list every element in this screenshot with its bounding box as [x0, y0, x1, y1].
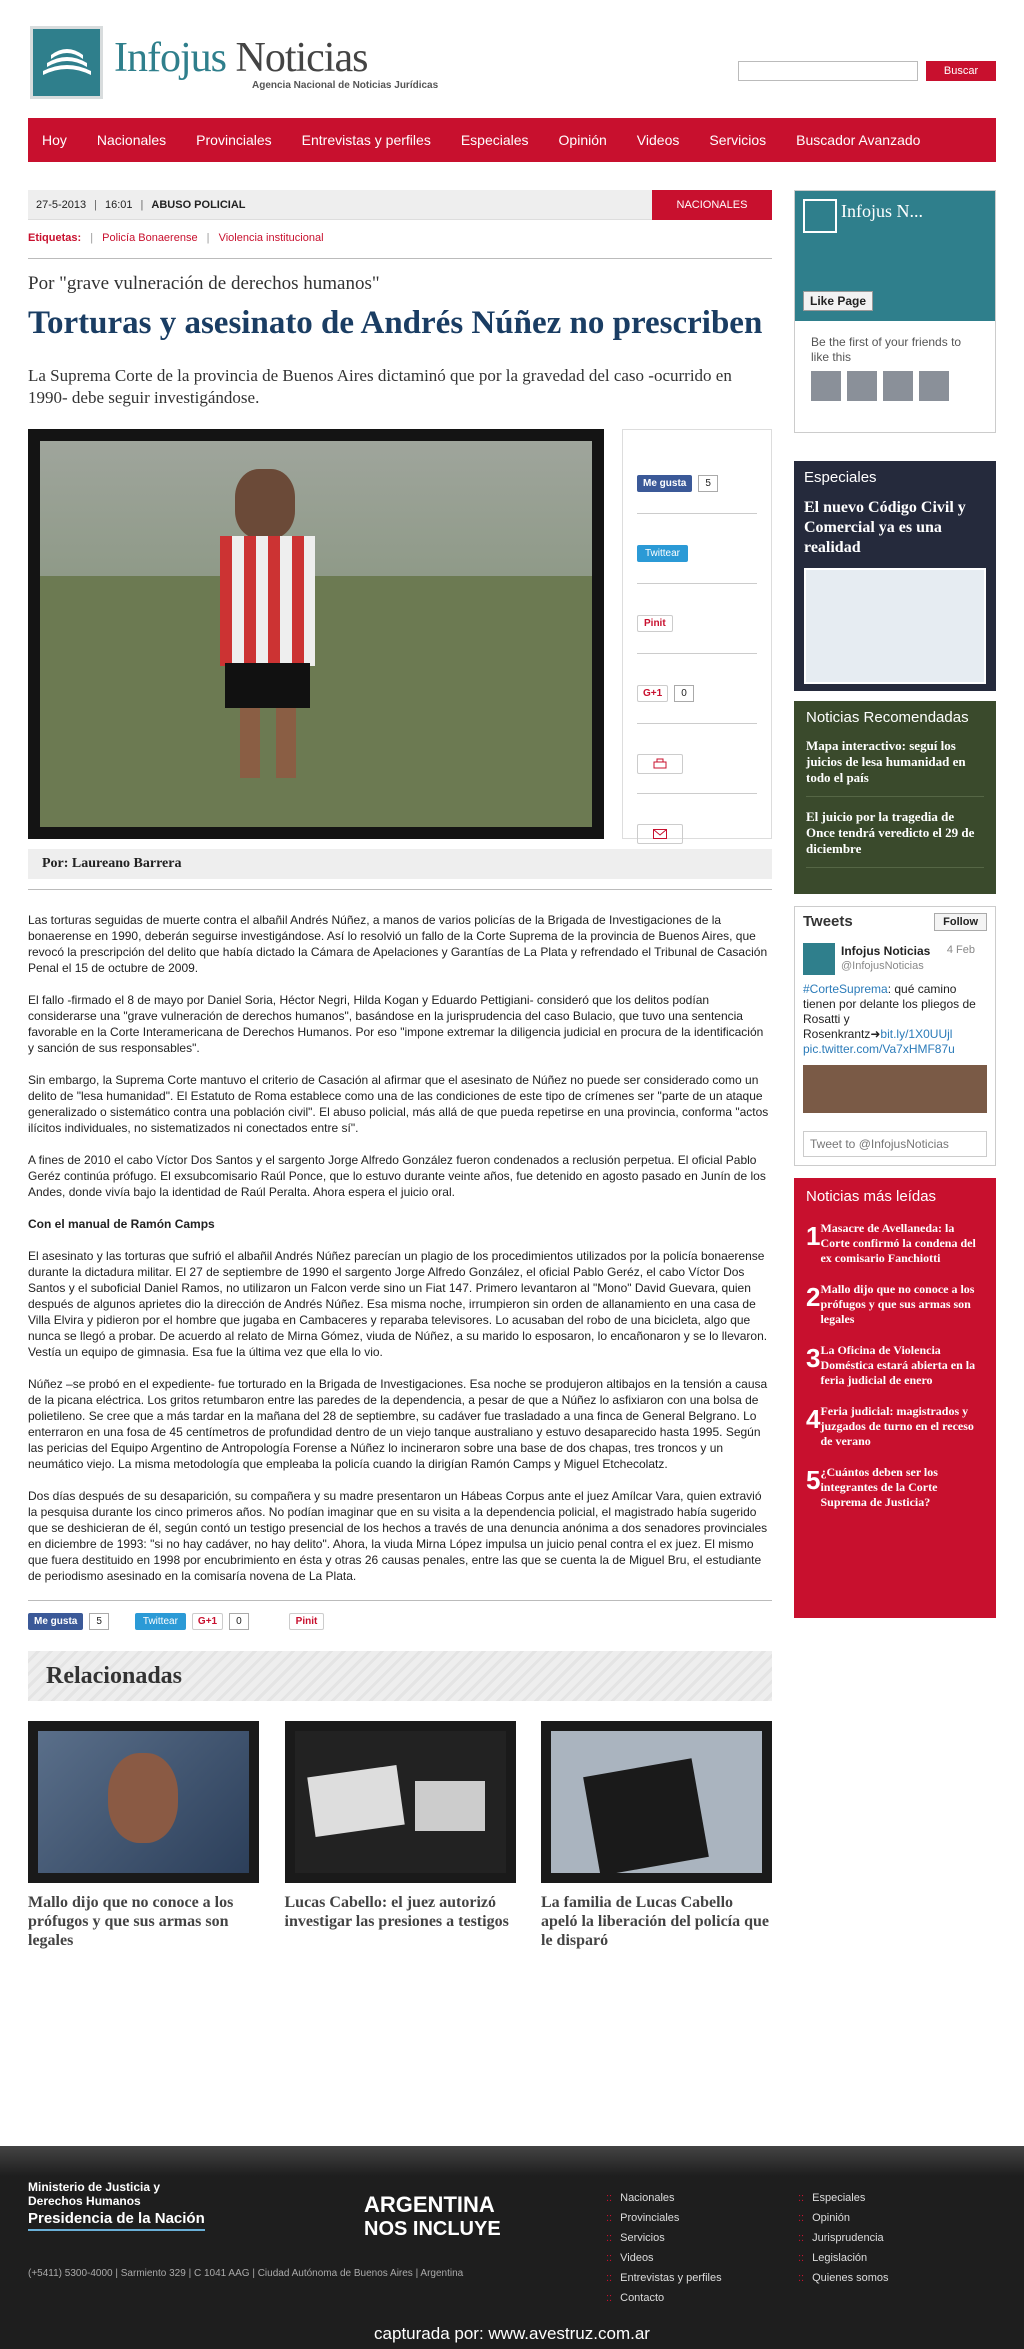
capture-credit: capturada por: www.avestruz.com.ar [374, 2324, 650, 2343]
footer-nos-incluye: NOS INCLUYE [364, 2218, 501, 2240]
article-category: ABUSO POLICIAL [151, 198, 246, 211]
article-headline: Torturas y asesinato de Andrés Núñez no prescriben [28, 305, 763, 341]
tweet-hashtag[interactable]: #CorteSuprema [803, 982, 888, 996]
twitter-follow-button[interactable]: Follow [934, 913, 987, 931]
article-kicker: Por "grave vulneración de derechos humanos" [28, 273, 380, 294]
article-subhead: Con el manual de Ramón Camps [28, 1217, 215, 1231]
especiales-heading: Especiales [804, 469, 877, 486]
nav-hoy[interactable]: Hoy [42, 132, 67, 148]
popular-item[interactable]: 1 Masacre de Avellaneda: la Corte confirmó la condena del ex comisario Fanchiotti [806, 1221, 976, 1265]
article-date: 27-5-2013 [36, 198, 87, 211]
footer-link[interactable]: :: Legislación [798, 2248, 889, 2268]
especiales-box [794, 461, 996, 691]
related-title[interactable]: La familia de Lucas Cabello apeló la liberación del policía que le disparó [541, 1894, 770, 1949]
related-image[interactable] [285, 1721, 516, 1883]
popular-item[interactable]: 4 Feria judicial: magistrados y juzgados de turno en el receso de verano [806, 1404, 974, 1448]
fb-like-count: 5 [89, 1613, 109, 1630]
tweet-avatar [803, 943, 835, 975]
tweet-text: #CorteSuprema: qué camino tienen por delante los pliegos de Rosatti y Rosenkrantz➜bit.ly/1X0UUjl pic.twitter.com/Va7xHMF87u [803, 982, 976, 1056]
tweet-input[interactable]: Tweet to @InfojusNoticias [803, 1131, 987, 1157]
nav-entrevistas[interactable]: Entrevistas y perfiles [301, 132, 431, 148]
related-heading: Relacionadas [28, 1651, 772, 1701]
nav-servicios[interactable]: Servicios [709, 132, 767, 148]
pinit-button[interactable]: Pinit [289, 1613, 325, 1630]
print-icon[interactable] [637, 754, 683, 774]
gplus-button[interactable]: G+1 [192, 1613, 223, 1630]
tweet-link[interactable]: bit.ly/1X0UUjl pic.twitter.com/Va7xHMF87u [803, 1027, 955, 1056]
popular-heading: Noticias más leídas [806, 1188, 937, 1205]
article-time: 16:01 [105, 198, 133, 211]
twitter-widget [794, 906, 996, 1166]
tweets-heading: Tweets [803, 913, 853, 930]
tag-violencia-institucional[interactable]: Violencia institucional [218, 232, 324, 244]
nav-opinion[interactable]: Opinión [558, 132, 607, 148]
fb-like-page-button[interactable]: Like Page [803, 291, 873, 311]
tweet-author[interactable]: Infojus Noticias [841, 944, 931, 958]
share-column [622, 429, 772, 839]
article-lead: La Suprema Corte de la provincia de Buenos Aires dictaminó que por la gravedad del caso -ocurrido en 1990- debe seguir investigándose. [28, 366, 732, 407]
popular-box [794, 1178, 996, 1618]
tweet-image[interactable] [803, 1065, 987, 1113]
site-logo-text[interactable]: Infojus Noticias [114, 35, 368, 81]
nav-videos[interactable]: Videos [636, 132, 680, 148]
fb-like-count: 5 [698, 475, 718, 492]
footer-address: (+5411) 5300-4000 | Sarmiento 329 | C 1041 AAG | Ciudad Autónoma de Buenos Aires | Argentina [28, 2268, 464, 2279]
recomendadas-heading: Noticias Recomendadas [806, 709, 969, 726]
footer-link[interactable]: :: Videos [606, 2248, 722, 2268]
tweet-button[interactable]: Twittear [637, 545, 688, 562]
footer-link[interactable]: :: Servicios [606, 2228, 722, 2248]
article-author: Por: Laureano Barrera [28, 849, 772, 879]
footer-argentina: ARGENTINA [364, 2192, 495, 2217]
article-tags: Etiquetas: | Policía Bonaerense | Violencia institucional [28, 232, 324, 244]
fb-like-button[interactable]: Me gusta [28, 1613, 83, 1630]
tag-policia-bonaerense[interactable]: Policía Bonaerense [102, 232, 198, 244]
paragraph: El asesinato y las torturas que sufrió el albañil Andrés Núñez parecían un plagio de los procedimientos utilizados por la policía bonaerense durante la dictadura militar. El 27 de septiembre de 1990 el sargento Jorge Alfredo González, el oficial Pablo Geréz, el cabo Víctor Dos Santos y el suboficial Daniel Ramos, no utilizaron un Falcon verde sino un Fiat 147. Primero levantaron al "Mono" David Guevara, quien después de algunos aprietes dio la dirección de Andrés Núñez. Esa misma noche, irrumpieron sin orden de allanamiento en una casa de Villa Elvira y pidieron por el hombre que jugaba en Cambaceres y reparaba televisores. Lo acusaban del robo de una bicicleta, algo que nunca se llegó a probar. De acuerdo al relato de Mirna Gómez, viuda de Núñez, a su marido lo esposaron, lo encañonaron y se lo llevaron. Vestía un equipo de gimnasia. Esa fue la última vez que ella lo vio. [28, 1249, 768, 1359]
gplus-count: 0 [229, 1613, 249, 1630]
related-item[interactable] [285, 1721, 516, 1950]
main-nav [28, 118, 996, 162]
fb-page-logo-icon [803, 199, 837, 233]
related-list [28, 1721, 772, 1950]
tweet-handle[interactable]: @InfojusNoticias [841, 960, 924, 972]
footer-link[interactable]: :: Nacionales [606, 2188, 722, 2208]
popular-item[interactable]: 5 ¿Cuántos deben ser los integrantes de la Corte Suprema de Justicia? [806, 1465, 938, 1509]
paragraph: Núñez –se probó en el expediente- fue torturado en la Brigada de Investigaciones. Esa noche se produjeron altibajos en la tensión a causa de la picana eléctrica. Los gritos retumbaron entre las paredes de la dependencia, a pesar de que a Núñez lo asfixiaron con una bolsa de polietileno. Se cree que a más tardar en la mañana del 28 de septiembre, su cadáver fue trasladado a una finca de General Belgrano. Lo enterraron en una fosa de 45 centímetros de profundidad dentro de un viejo tanque australiano y estuvo desaparecido hasta 1995. Según las pericias del Equipo Argentino de Antropología Forense a Núñez lo incineraron sobre una base de dos chapas, tres troncos y un neumático viejo. La misma metodología que empleaba la policía cuando la dirigían Ramón Camps y Miguel Etchecolatz. [28, 1377, 768, 1471]
especiales-link[interactable]: El nuevo Código Civil y Comercial ya es una realidad [804, 499, 966, 556]
site-header [0, 0, 1024, 118]
footer-links-col1 [606, 2188, 722, 2308]
share-bar-bottom [28, 1611, 772, 1631]
recomendada-link[interactable]: El juicio por la tragedia de Once tendrá veredicto el 29 de diciembre [806, 809, 984, 868]
footer-link[interactable]: :: Opinión [798, 2208, 889, 2228]
especiales-image[interactable] [804, 568, 986, 684]
footer-link[interactable]: :: Jurisprudencia [798, 2228, 889, 2248]
logo-book-icon[interactable] [30, 26, 103, 99]
footer-link[interactable]: :: Especiales [798, 2188, 889, 2208]
nav-especiales[interactable]: Especiales [460, 132, 529, 148]
footer-presidencia[interactable]: Presidencia de la Nación [28, 2210, 205, 2231]
section-badge[interactable]: NACIONALES [652, 190, 772, 220]
footer-link[interactable]: :: Provinciales [606, 2208, 722, 2228]
footer-ministry[interactable]: Ministerio de Justicia y Derechos Humanos [28, 2180, 161, 2208]
tweet-button[interactable]: Twittear [135, 1613, 186, 1630]
search-button[interactable]: Buscar [926, 61, 996, 81]
paragraph: Dos días después de su desaparición, su compañera y su madre presentaron un Hábeas Corpus ante el juez Amílcar Vara, quien extravió la pesquisa durante los cinco primeros años. No podían imaginar que en su visita a la dependencia policial, el magistrado había sugerido que se deshicieran de él, según contó un testigo presencial de los hechos a través de una denuncia anónima a dos senadores provinciales en diciembre de 1993: "si no hay cadáver, no hay delito". Ahora, la viuda Mirna López impulsa un juicio penal contra el ex juez. El mismo que fuera destituido en 1998 por encubrimiento en ésta y otras 26 causas penales, entre las que se cuenta la de Miguel Bru, el estudiante de periodismo asesinado en la comisaría novena de La Plata. [28, 1489, 768, 1583]
paragraph: A fines de 2010 el cabo Víctor Dos Santos y el sargento Jorge Alfredo González fueron condenados a reclusión perpetua. El oficial Pablo Geréz continúa prófugo. El exsubcomisario Raúl Ponce, que lo estuvo durante veinte años, fue detenido en agosto pasado en Junín de los Andes, donde vivía bajo la identidad de Raúl Peralta. Ahora espera el juicio oral. [28, 1153, 766, 1199]
related-image[interactable] [541, 1721, 772, 1883]
fb-like-button[interactable]: Me gusta [637, 475, 692, 492]
site-footer [0, 2146, 1024, 2349]
sidebar [794, 190, 996, 1618]
facebook-widget [794, 190, 996, 433]
paragraph: El fallo -firmado el 8 de mayo por Daniel Soria, Héctor Negri, Hilda Kogan y Eduardo Pettigiani- consideró que los delitos podían considerarse una "grave vulneración de derechos humanos", basándose en la jurisprudencia del caso Bulacio, que tuvo una sentencia favorable en la Corte Interamericana de Derechos Humanos. Por eso "impone extremar la diligencia judicial en procura de la identificación y sanción de sus responsables". [28, 993, 764, 1055]
related-item[interactable] [28, 1721, 259, 1950]
nav-provinciales[interactable]: Provinciales [196, 132, 272, 148]
site-tagline: Agencia Nacional de Noticias Jurídicas [252, 80, 439, 91]
search-input[interactable] [738, 61, 918, 81]
footer-links-col2 [798, 2188, 889, 2288]
pinit-button[interactable]: Pinit [637, 615, 673, 632]
related-title[interactable]: Lucas Cabello: el juez autorizó investigar las presiones a testigos [284, 1894, 509, 1930]
fb-friend-faces [795, 365, 995, 407]
nav-buscador[interactable]: Buscador Avanzado [796, 132, 921, 148]
footer-link[interactable]: :: Quienes somos [798, 2268, 889, 2288]
paragraph: Sin embargo, la Suprema Corte mantuvo el criterio de Casación al afirmar que el asesinato de Núñez no puede ser considerado como un delito de "lesa humanidad". El Estatuto de Roma establece como una de las condiciones de este tipo de crímenes ser "parte de un ataque generalizado o sistemático contra una población civil". El abuso policial, más allá de que pueda repetirse en una provincia, conforma "actos ilícitos individuales, no sistematizados ni conectados entre sí". [28, 1073, 769, 1135]
related-image[interactable] [28, 1721, 259, 1883]
tags-label: Etiquetas: [28, 232, 82, 244]
article-photo [28, 429, 604, 839]
article-column [28, 190, 772, 1950]
email-icon[interactable] [637, 824, 683, 844]
gplus-count: 0 [674, 685, 694, 702]
popular-item[interactable]: 2 Mallo dijo que no conoce a los prófugos y que sus armas son legales [806, 1282, 975, 1326]
paragraph: Las torturas seguidas de muerte contra el albañil Andrés Núñez, a manos de varios policías de la Brigada de Investigaciones de la bonaerense en 1990, deberán seguirse investigándose. Así lo resolvió un fallo de la Corte Suprema de la provincia de Buenos Aires, que revocó la prescripción del delito que había dictado la Cámara de Apelaciones y Garantías de La Plata y refrendado el Tribunal de Casación Penal el 15 de octubre de 2009. [28, 913, 768, 975]
article-body [28, 912, 772, 1584]
gplus-button[interactable]: G+1 [637, 685, 668, 702]
article-meta-bar: 27-5-2013 | 16:01 | ABUSO POLICIAL NACIONALES [28, 190, 772, 220]
fb-page-name[interactable]: Infojus N... [841, 201, 923, 221]
recomendada-link[interactable]: Mapa interactivo: seguí los juicios de lesa humanidad en todo el país [806, 738, 984, 797]
media-row [28, 429, 772, 839]
footer-link[interactable]: :: Contacto [606, 2288, 722, 2308]
fb-widget-text: Be the first of your friends to like this [811, 335, 962, 364]
popular-item[interactable]: 3 La Oficina de Violencia Doméstica estará abierta en la feria judicial de enero [806, 1343, 976, 1387]
nav-nacionales[interactable]: Nacionales [96, 132, 167, 148]
tweet-date: 4 Feb [946, 944, 975, 956]
related-title[interactable]: Mallo dijo que no conoce a los prófugos y que sus armas son legales [28, 1894, 234, 1949]
footer-link[interactable]: :: Entrevistas y perfiles [606, 2268, 722, 2288]
related-item[interactable] [541, 1721, 772, 1950]
recomendadas-box [794, 701, 996, 894]
